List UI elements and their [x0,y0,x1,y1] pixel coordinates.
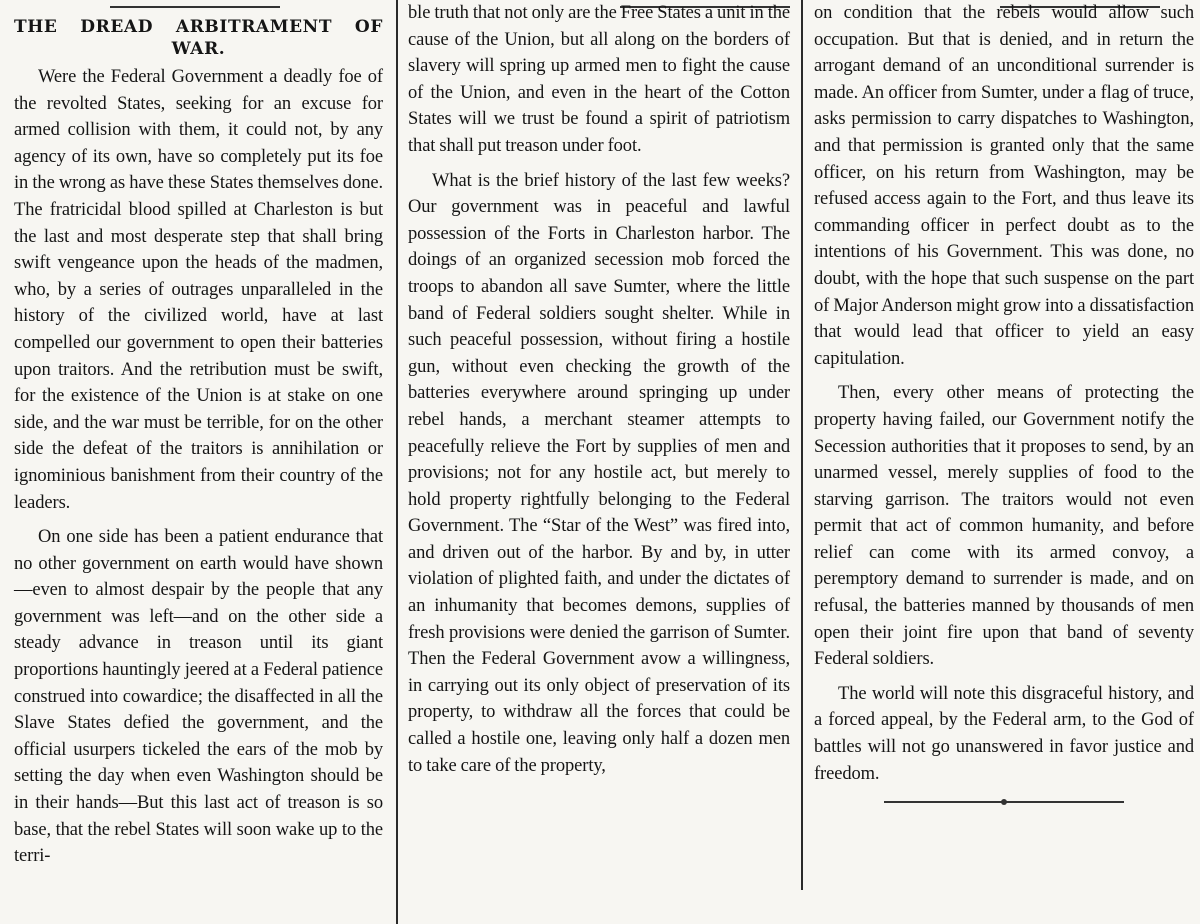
article-column-3 [808,0,1200,924]
column-divider [801,0,803,890]
paragraph-continued: on condition that the rebels would allow such occupation. But that is denied, and in return the arrogant demand of an unconditional surrender is made. An officer from Sumter, under a flag of truce, asks permission to carry dispatches to Washington, and that permission is granted only that the same officer, on his return from Washington, may be refused access again to the Fort, and thus leave its commanding officer in perfect doubt as to the intentions of his Government. This was done, no doubt, with the hope that such suspense on the part of Major Anderson might grow into a dissatisfaction that would lead that officer to yield an easy capitulation. [814,3,1194,369]
paragraph: Then, every other means of protecting the property having failed, our Government notify the Secession authorities that it proposes to send, by an unarmed vessel, merely supplies of food to the starving garrison. The traitors would not even permit that act of common humanity, and before relief can come with its armed convoy, a peremptory demand to surrender is made, and on refusal, the batteries manned by thousands of men open their joint fire upon that band of seventy Federal soldiers. [814,383,1194,670]
headline-line-2: WAR. [171,39,226,59]
paragraph: On one side has been a patient endurance that no other government on earth would have shown—even to almost despair by the people that any government was left—and on the other side a steady advance in treason until its giant proportions hauntingly jeered at a Federal patience construed into cowardice; the disaffected in all the Slave States defied the government, and the official usurpers tickeled the ears of the mob by setting the day when even Washington should be in their hands—But this last act of treason is so base, that the rebel States will soon wake up to the terri- [14,527,383,867]
headline-line-1: THE DREAD ARBITRAMENT OF [14,17,383,37]
column-divider [396,0,398,924]
article-column-2 [402,0,798,924]
article-headline [14,16,383,60]
end-of-article-ornament [884,799,1124,805]
article-column-1 [8,0,391,924]
paragraph: What is the brief history of the last few weeks? Our government was in peaceful and lawful possession of the Forts in Charleston harbor. The doings of an organized secession mob forced the troops to abandon all save Sumter, where the little band of Federal soldiers sought shelter. While in such peaceful possession, without firing a hostile gun, without even checking the growth of the batteries everywhere around springing up under rebel hands, a merchant steamer attempts to peacefully relieve the Fort by supplies of men and provisions; not for any hostile act, but merely to hold property rightfully belonging to the Federal Government. The “Star of the West” was fired into, and driven out of the harbor. By and by, in utter violation of plighted faith, and under the dictates of an inhumanity that becomes demons, supplies of fresh provisions were denied the garrison of Sumter. Then the Federal Government avow a willingness, in carrying out its only object of preservation of its property, to withdraw all the forces that could be called a hostile one, leaving only half a dozen men to take care of the property, [408,170,790,776]
paragraph-continued: ble truth that not only are the Free States a unit in the cause of the Union, but all along on the borders of slavery will spring up armed men to fight the cause of the Union, and even in the heart of the Cotton States will we trust be found a spirit of patriotism that shall put treason under foot. [408,3,790,156]
paragraph: The world will note this disgraceful history, and a forced appeal, by the Federal arm, to the God of battles will not go unanswered in favor justice and freedom. [814,683,1194,784]
paragraph: Were the Federal Government a deadly foe of the revolted States, seeking for an excuse for armed collision with them, it could not, by any agency of its own, have so completely put its foe in the wrong as have these States themselves done. The fratricidal blood spilled at Charleston is but the last and most desperate step that shall bring swift vengeance upon the heads of the madmen, who, by a series of outrages unparalleled in the history of the civilized world, have at last compelled our government to open their batteries upon traitors. And the retribution must be swift, for the existence of the Union is at stake on one side, and the war must be terrible, for on the other side the defeat of the traitors is annihilation or ignominious banishment from their country of the leaders. [14,67,383,513]
